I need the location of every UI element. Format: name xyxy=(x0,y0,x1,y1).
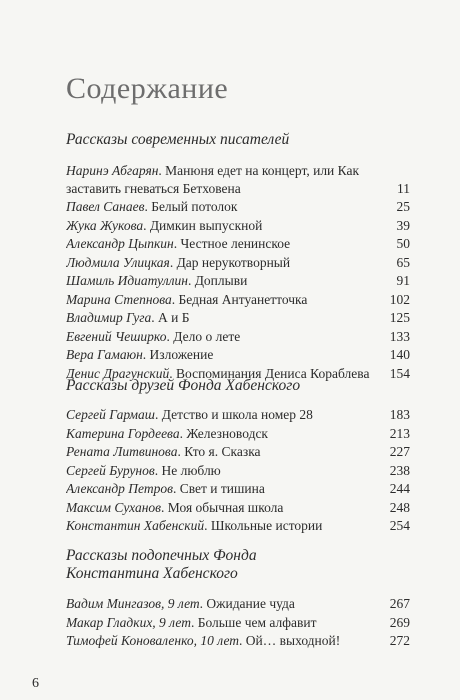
entry-author: Тимофей Коноваленко, 10 лет xyxy=(66,633,240,648)
toc-entry[interactable]: Шамиль Идиатуллин. Доплыви 91 xyxy=(66,272,410,291)
entry-author: Павел Санаев xyxy=(66,199,145,214)
toc-entry[interactable]: Александр Цыпкин. Честное ленинское 50 xyxy=(66,235,410,254)
page-number: 6 xyxy=(32,676,39,691)
entry-title: Моя обычная школа xyxy=(167,499,284,515)
entry-page: 272 xyxy=(389,633,410,648)
entry-page: 227 xyxy=(389,444,410,459)
entry-author: Людмила Улицкая xyxy=(66,254,170,270)
entry-page: 11 xyxy=(397,181,410,196)
entry-page: 125 xyxy=(389,310,410,325)
toc-entry[interactable]: Людмила Улицкая. Дар нерукотворный 65 xyxy=(66,254,410,273)
entry-page: 244 xyxy=(389,481,410,496)
entry-author: Наринэ Абгарян xyxy=(66,163,159,178)
entry-title: Ожидание чуда xyxy=(206,596,295,611)
entry-page: 238 xyxy=(389,462,410,478)
entry-page: 133 xyxy=(389,328,410,344)
toc-entry[interactable]: Владимир Гуга. А и Б 125 xyxy=(66,309,410,328)
toc-entry[interactable]: Константин Хабенский. Школьные истории 254 xyxy=(66,517,410,536)
section-3-entries xyxy=(66,595,410,651)
entry-author: Александр Цыпкин xyxy=(66,236,174,251)
entry-author: Вера Гамаюн xyxy=(66,347,143,362)
entry-title: Школьные истории xyxy=(210,518,323,533)
entry-page: 91 xyxy=(396,273,410,288)
toc-entry[interactable]: Сергей Гармаш. Детство и школа номер 28 183 xyxy=(66,406,410,425)
entry-author: Александр Петров xyxy=(66,481,173,496)
entry-author: Евгений Чеширко xyxy=(66,328,167,344)
entry-title: Дар нерукотворный xyxy=(176,254,291,270)
entry-page: 254 xyxy=(389,518,410,533)
entry-title: Детство и школа номер 28 xyxy=(161,407,313,422)
entry-title: А и Б xyxy=(157,310,190,325)
entry-author: Вадим Мингазов, 9 лет xyxy=(66,596,200,611)
toc-entry[interactable]: Денис Драгунский. Воспоминания Дениса Кораблева 154 xyxy=(66,365,410,384)
entry-author: Максим Суханов xyxy=(66,499,162,515)
toc-entry[interactable]: Рената Литвинова. Кто я. Сказка 227 xyxy=(66,443,410,462)
toc-entry[interactable]: Марина Степнова. Бедная Антуанетточка 102 xyxy=(66,291,410,310)
entry-page: 248 xyxy=(389,499,410,515)
section-1-entries xyxy=(66,162,410,383)
entry-author: Катерина Гордеева xyxy=(66,425,180,441)
entry-title: Дело о лете xyxy=(173,328,241,344)
entry-author: Макар Гладких, 9 лет xyxy=(66,614,191,630)
entry-title: Ой… выходной! xyxy=(245,633,341,648)
entry-author: Рената Литвинова xyxy=(66,444,178,459)
entry-page: 267 xyxy=(389,596,410,611)
entry-author: Сергей Гармаш xyxy=(66,407,155,422)
entry-title: Не люблю xyxy=(161,462,221,478)
entry-author: Константин Хабенский xyxy=(66,518,205,533)
toc-entry[interactable]: Максим Суханов. Моя обычная школа 248 xyxy=(66,499,410,518)
entry-title: Кто я. Сказка xyxy=(184,444,261,459)
section-heading: Рассказы современных писателей xyxy=(66,131,290,148)
toc-entry[interactable]: Павел Санаев. Белый потолок 25 xyxy=(66,198,410,217)
section-heading: Рассказы друзей Фонда Хабенского xyxy=(66,377,301,394)
toc-entry[interactable]: Сергей Бурунов. Не люблю 238 xyxy=(66,462,410,481)
entry-title: Изложение xyxy=(149,347,214,362)
entry-page: 140 xyxy=(389,347,410,362)
entry-title: Свет и тишина xyxy=(179,481,265,496)
entry-title: Воспоминания Дениса Кораблева xyxy=(176,365,370,381)
toc-entry[interactable]: Вадим Мингазов, 9 лет. Ожидание чуда 267 xyxy=(66,595,410,614)
entry-page: 25 xyxy=(396,199,410,214)
entry-title: Манюня едет на концерт, или Как заставить гневаться Бетховена xyxy=(66,163,360,196)
entry-title: Больше чем алфавит xyxy=(197,614,317,630)
toc-entry[interactable]: Александр Петров. Свет и тишина 244 xyxy=(66,480,410,499)
page-title: Содержание xyxy=(66,72,229,105)
entry-author: Шамиль Идиатуллин xyxy=(66,273,188,288)
toc-entry[interactable]: Жука Жукова. Димкин выпускной 39 xyxy=(66,217,410,236)
entry-page: 39 xyxy=(396,217,410,233)
toc-entry[interactable]: Евгений Чеширко. Дело о лете 133 xyxy=(66,328,410,347)
entry-title: Бедная Антуанетточка xyxy=(178,291,308,307)
toc-entry[interactable]: Тимофей Коноваленко, 10 лет. Ой… выходной! 272 xyxy=(66,632,410,651)
toc-entry[interactable]: Вера Гамаюн. Изложение 140 xyxy=(66,346,410,365)
entry-author: Денис Драгунский xyxy=(66,365,170,381)
toc-entry[interactable]: Наринэ Абгарян. Манюня едет на концерт, или Как заставить гневаться Бетховена 11 xyxy=(66,163,410,196)
entry-author: Сергей Бурунов xyxy=(66,462,155,478)
entry-title: Димкин выпускной xyxy=(149,217,263,233)
entry-page: 50 xyxy=(396,236,410,251)
entry-page: 102 xyxy=(389,291,410,307)
entry-page: 183 xyxy=(389,407,410,422)
entry-title: Честное ленинское xyxy=(180,236,291,251)
entry-title: Белый потолок xyxy=(151,199,238,214)
toc-entry[interactable]: Катерина Гордеева. Железноводск 213 xyxy=(66,425,410,444)
entry-page: 154 xyxy=(389,365,410,381)
entry-page: 213 xyxy=(389,425,410,441)
entry-page: 65 xyxy=(396,254,410,270)
entry-title: Доплыви xyxy=(194,273,248,288)
section-heading: Рассказы подопечных Фонда Константина Хабенского xyxy=(66,547,257,582)
entry-page: 269 xyxy=(389,614,410,630)
entry-author: Владимир Гуга xyxy=(66,310,152,325)
toc-entry[interactable]: Макар Гладких, 9 лет. Больше чем алфавит 269 xyxy=(66,614,410,633)
entry-author: Марина Степнова xyxy=(66,291,172,307)
entry-title: Железноводск xyxy=(186,425,268,441)
entry-author: Жука Жукова xyxy=(66,217,144,233)
section-2-entries xyxy=(66,406,410,536)
